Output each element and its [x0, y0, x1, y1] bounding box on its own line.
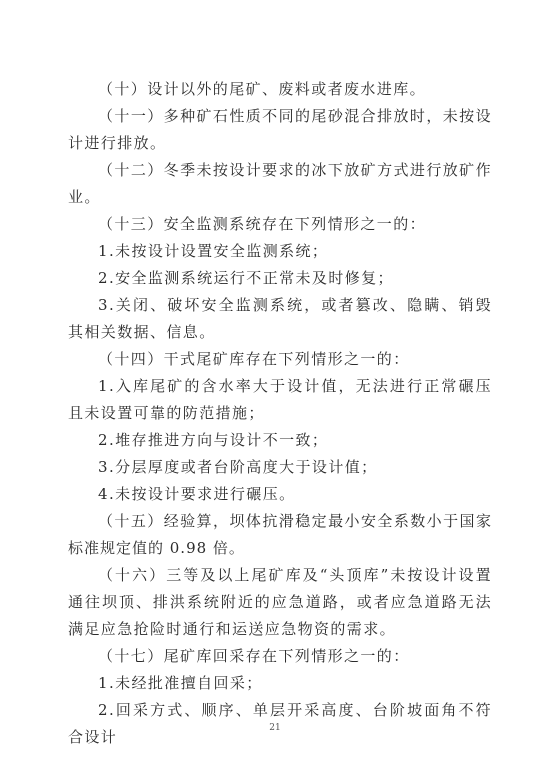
paragraph-10: （十）设计以外的尾矿、废料或者废水进库。 [98, 80, 427, 98]
paragraph-14-item-4: 4.未按设计要求进行碾压。 [98, 485, 296, 503]
paragraph-13: （十三）安全监测系统存在下列情形之一的： [98, 215, 427, 233]
document-body [68, 76, 492, 751]
paragraph-13-item-2: 2.安全监测系统运行不正常未及时修复； [98, 269, 394, 287]
paragraph-13-item-1: 1.未按设计设置安全监测系统； [98, 242, 329, 260]
paragraph-13-item-3: 3.关闭、破坏安全监测系统，或者篡改、隐瞒、销毁其相关数据、信息。 [68, 296, 492, 341]
paragraph-14-item-2: 2.堆存推进方向与设计不一致； [98, 431, 329, 449]
paragraph-17-item-1: 1.未经批准擅自回采； [98, 674, 263, 692]
paragraph-14: （十四）干式尾矿库存在下列情形之一的： [98, 350, 410, 368]
paragraph-14-item-3: 3.分层厚度或者台阶高度大于设计值； [98, 458, 378, 476]
paragraph-17-item-2: 2.回采方式、顺序、单层开采高度、台阶坡面角不符合设计 [68, 701, 492, 746]
page-number: 21 [269, 723, 281, 733]
paragraph-16: （十六）三等及以上尾矿库及“头顶库”未按设计设置通往坝顶、排洪系统附近的应急道路，或者应急道路无法满足应急抢险时通行和运送应急物资的需求。 [68, 566, 492, 638]
paragraph-15: （十五）经验算，坝体抗滑稳定最小安全系数小于国家标准规定值的 0.98 倍。 [68, 512, 492, 557]
paragraph-17: （十七）尾矿库回采存在下列情形之一的： [98, 647, 410, 665]
paragraph-12: （十二）冬季未按设计要求的冰下放矿方式进行放矿作业。 [68, 161, 492, 206]
paragraph-11: （十一）多种矿石性质不同的尾砂混合排放时，未按设计进行排放。 [68, 107, 492, 152]
paragraph-14-item-1: 1.入库尾矿的含水率大于设计值，无法进行正常碾压且未设置可靠的防范措施； [68, 377, 492, 422]
